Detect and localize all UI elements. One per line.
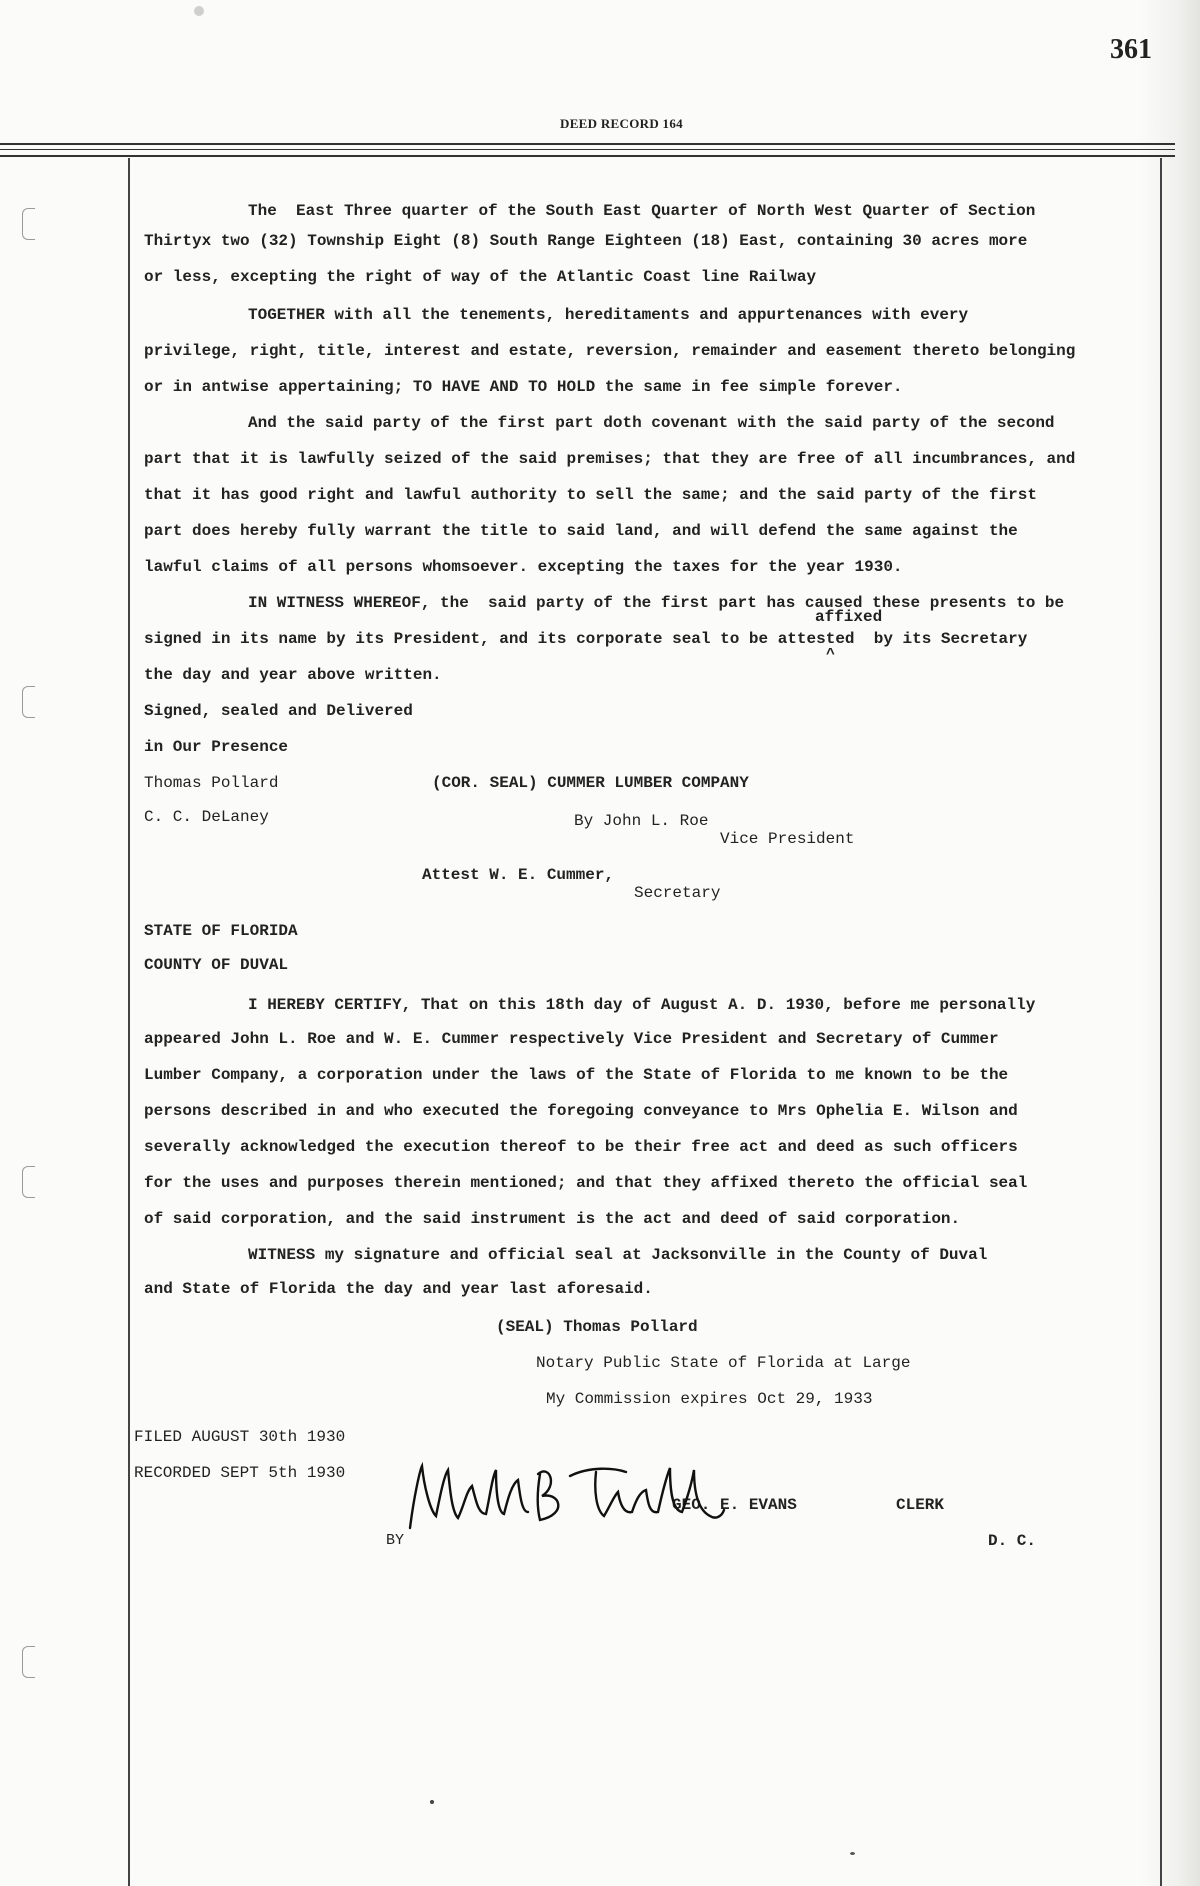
insertion-word: affixed bbox=[815, 608, 883, 626]
header-rule bbox=[0, 155, 1175, 157]
punch-hole-mark bbox=[22, 1646, 35, 1678]
notary-title: Notary Public State of Florida at Large bbox=[536, 1354, 911, 1372]
witness-name: Thomas Pollard bbox=[144, 774, 279, 792]
certificate-line: and State of Florida the day and year last aforesaid. bbox=[144, 1280, 653, 1298]
clerk-title: CLERK bbox=[896, 1496, 945, 1514]
state-heading: STATE OF FLORIDA bbox=[144, 922, 298, 940]
punch-hole-mark bbox=[22, 686, 35, 718]
punch-hole-mark bbox=[22, 208, 35, 240]
signer-title: Vice President bbox=[720, 830, 855, 848]
body-line: part that it is lawfully seized of the said premises; that they are free of all incumbrances, and bbox=[144, 450, 1076, 468]
body-line: the day and year above written. bbox=[144, 666, 442, 684]
witness-name: C. C. DeLaney bbox=[144, 808, 269, 826]
ink-speck bbox=[850, 1852, 855, 1855]
header-rule bbox=[0, 143, 1175, 145]
filed-date: FILED AUGUST 30th 1930 bbox=[134, 1428, 346, 1446]
certificate-line: appeared John L. Roe and W. E. Cummer respectively Vice President and Secretary of Cummer bbox=[144, 1030, 999, 1048]
page-number: 361 bbox=[1110, 34, 1152, 65]
body-line: or less, excepting the right of way of the Atlantic Coast line Railway bbox=[144, 268, 817, 286]
by-label: BY bbox=[386, 1532, 405, 1549]
left-margin-line bbox=[128, 158, 130, 1886]
punch-hole-mark bbox=[22, 1166, 35, 1198]
body-line: signed in its name by its President, and its corporate seal to be attested by its Secretary bbox=[144, 630, 1028, 648]
body-line: that it has good right and lawful authority to sell the same; and the said party of the first bbox=[144, 486, 1037, 504]
page-curl-shadow bbox=[1140, 0, 1200, 1886]
certificate-line: for the uses and purposes therein mentioned; and that they affixed thereto the official seal bbox=[144, 1174, 1028, 1192]
certificate-line: Lumber Company, a corporation under the laws of the State of Florida to me known to be the bbox=[144, 1066, 1009, 1084]
recorded-date: RECORDED SEPT 5th 1930 bbox=[134, 1464, 346, 1482]
body-line: in Our Presence bbox=[144, 738, 289, 756]
clerk-name: GEO. E. EVANS bbox=[672, 1496, 797, 1514]
header-rule bbox=[0, 149, 1175, 150]
certificate-line: WITNESS my signature and official seal at Jacksonville in the County of Duval bbox=[248, 1246, 988, 1264]
body-line: The East Three quarter of the South East Quarter of North West Quarter of Section bbox=[248, 202, 1036, 220]
certificate-line: I HEREBY CERTIFY, That on this 18th day of August A. D. 1930, before me personally bbox=[248, 996, 1036, 1014]
body-line: Thirtyx two (32) Township Eight (8) South Range Eighteen (18) East, containing 30 acres more bbox=[144, 232, 1028, 250]
certificate-line: of said corporation, and the said instrument is the act and deed of said corporation. bbox=[144, 1210, 961, 1228]
signer-line: By John L. Roe bbox=[574, 812, 709, 830]
notary-seal-line: (SEAL) Thomas Pollard bbox=[496, 1318, 698, 1336]
body-line: Signed, sealed and Delivered bbox=[144, 702, 413, 720]
insertion-caret: ^ bbox=[826, 646, 836, 663]
body-line: IN WITNESS WHEREOF, the said party of the first part has caused these presents to be bbox=[248, 594, 1065, 612]
body-line: lawful claims of all persons whomsoever. excepting the taxes for the year 1930. bbox=[144, 558, 903, 576]
attest-title: Secretary bbox=[634, 884, 721, 902]
body-line: privilege, right, title, interest and estate, reversion, remainder and easement thereto belonging bbox=[144, 342, 1076, 360]
county-heading: COUNTY OF DUVAL bbox=[144, 956, 289, 974]
body-line: part does hereby fully warrant the title to said land, and will defend the same against the bbox=[144, 522, 1018, 540]
body-line: or in antwise appertaining; TO HAVE AND TO HOLD the same in fee simple forever. bbox=[144, 378, 903, 396]
paper-dot bbox=[194, 6, 204, 16]
record-header: DEED RECORD 164 bbox=[560, 116, 683, 131]
corporate-seal-line: (COR. SEAL) CUMMER LUMBER COMPANY bbox=[432, 774, 749, 792]
certificate-line: severally acknowledged the execution thereof to be their free act and deed as such officers bbox=[144, 1138, 1018, 1156]
certificate-line: persons described in and who executed the foregoing conveyance to Mrs Ophelia E. Wilson and bbox=[144, 1102, 1018, 1120]
right-margin-line bbox=[1160, 158, 1162, 1886]
body-line: TOGETHER with all the tenements, hereditaments and appurtenances with every bbox=[248, 306, 969, 324]
deputy-clerk-label: D. C. bbox=[988, 1532, 1037, 1550]
ink-speck bbox=[430, 1800, 434, 1804]
body-line: And the said party of the first part doth covenant with the said party of the second bbox=[248, 414, 1055, 432]
notary-commission: My Commission expires Oct 29, 1933 bbox=[546, 1390, 873, 1408]
attest-line: Attest W. E. Cummer, bbox=[422, 866, 615, 884]
handwritten-signature bbox=[400, 1456, 730, 1536]
